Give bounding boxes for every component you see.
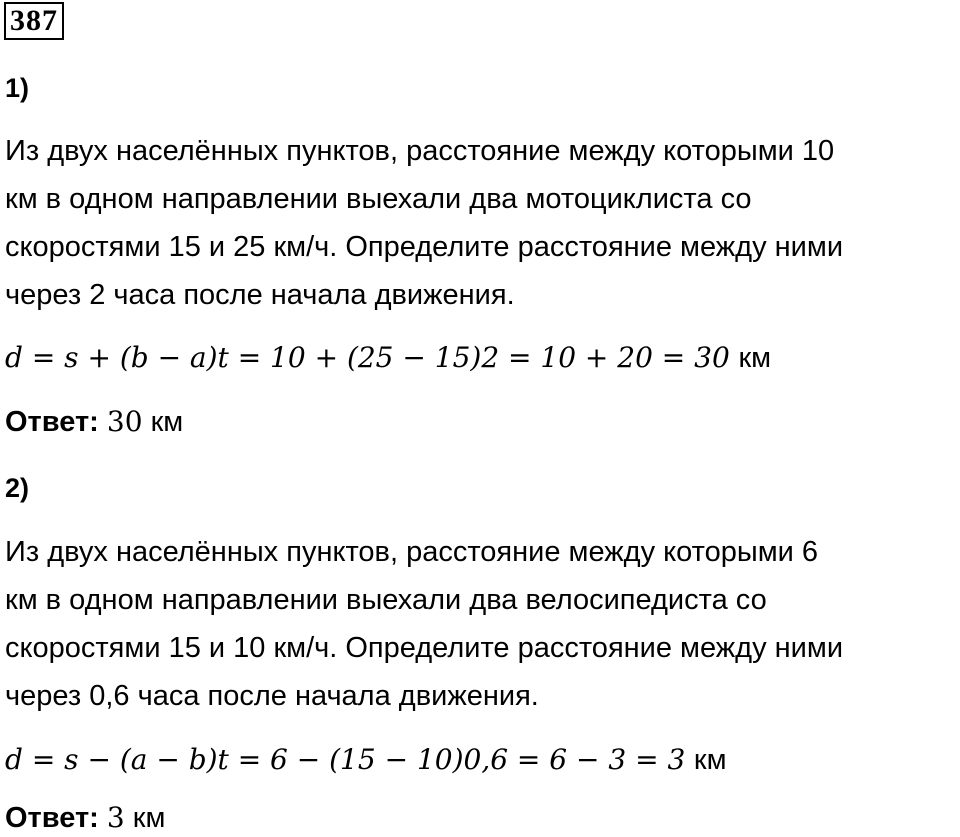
part-2-formula-math: d = s − (a − b)t = 6 − (15 − 10)0,6 = 6 − 3 = 3 [5,743,686,776]
part-2-answer-label: Ответ: [5,802,99,834]
part-2-text-line-4: через 0,6 часа после начала движения. [5,680,539,712]
part-2-text-line-3: скоростями 15 и 10 км/ч. Определите расстояние между ними [5,632,844,664]
task-number-box: 387 [4,2,64,40]
part-2-answer [5,800,165,836]
part-2-answer-value: 3 [106,801,125,834]
part-1-answer [5,404,183,440]
part-2-formula-unit: км [693,744,727,776]
part-2-text-line-1: Из двух населённых пунктов, расстояние между которыми 6 [5,536,819,568]
part-1-text-line-2: км в одном направлении выехали два мотоциклиста со [5,183,752,215]
part-1-formula-unit: км [738,342,772,374]
part-2-formula [5,739,727,780]
part-2-answer-unit: км [132,802,166,834]
part-1-answer-label: Ответ: [5,406,99,438]
part-1-formula [5,337,771,378]
part-1-text-line-4: через 2 часа после начала движения. [5,279,515,311]
part-1-answer-value: 30 [106,405,143,438]
part-2-text-line-2: км в одном направлении выехали два велосипедиста со [5,584,767,616]
part-1-formula-math: d = s + (b − a)t = 10 + (25 − 15)2 = 10 + 20 = 30 [5,341,730,374]
part-2-label: 2) [5,473,30,503]
part-1-answer-unit: км [150,406,184,438]
part-1-label: 1) [5,73,30,103]
part-1-text-line-1: Из двух населённых пунктов, расстояние между которыми 10 [5,135,835,167]
part-1-text-line-3: скоростями 15 и 25 км/ч. Определите расстояние между ними [5,231,844,263]
